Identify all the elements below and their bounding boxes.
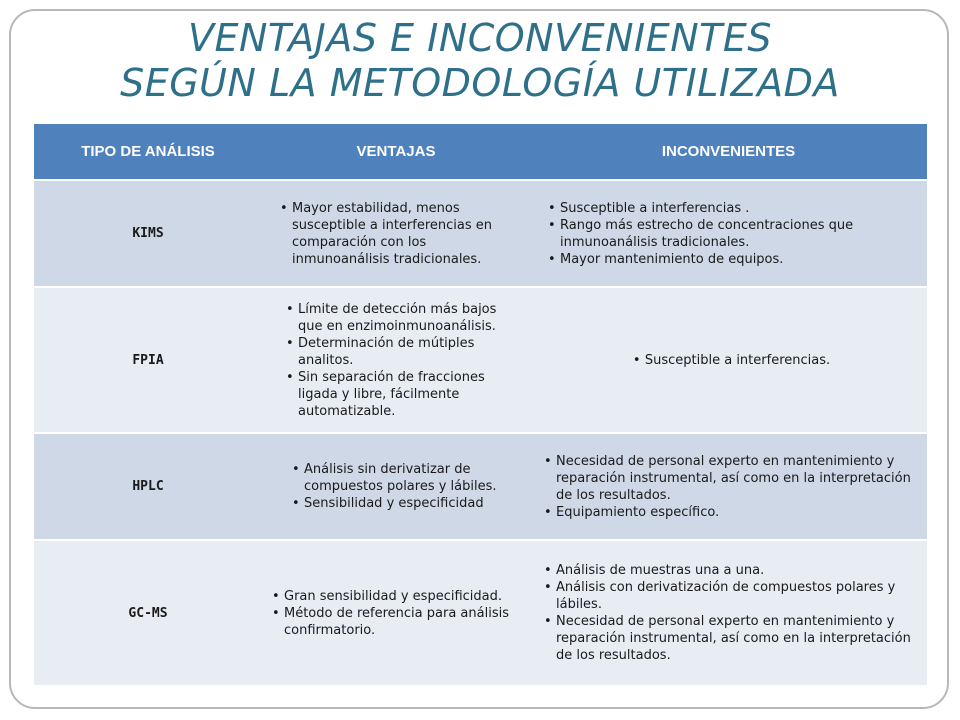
list-item: • Necesidad de personal experto en mantenimiento y reparación instrumental, así como en la interpretación de los resultados. [542, 613, 921, 664]
list-item: • Susceptible a interferencias . [546, 200, 921, 217]
list-item: • Rango más estrecho de concentraciones que inmunoanálisis tradicionales. [546, 217, 921, 251]
header-ventajas: VENTAJAS [262, 124, 530, 180]
inconvenientes-cell [530, 540, 927, 685]
list-item: • Análisis de muestras una a una. [542, 562, 921, 579]
list-item: • Necesidad de personal experto en mantenimiento y reparación instrumental, así como en la interpretación de los resultados. [542, 453, 921, 504]
ventajas-list [284, 301, 524, 420]
table-header-row [34, 124, 927, 180]
list-item: • Sensibilidad y especificidad [290, 495, 524, 512]
list-item: • Mayor estabilidad, menos susceptible a interferencias en comparación con los inmunoanálisis tradicionales. [278, 200, 524, 268]
table-row [34, 540, 927, 685]
ventajas-list [278, 200, 524, 268]
row-type-fpia: FPIA [34, 287, 262, 433]
row-type-gcms: GC-MS [34, 540, 262, 685]
list-item: • Análisis sin derivatizar de compuestos polares y lábiles. [290, 461, 524, 495]
list-item: • Sin separación de fracciones ligada y libre, fácilmente automatizable. [284, 369, 524, 420]
inconvenientes-cell [530, 433, 927, 540]
table-row [34, 433, 927, 540]
list-item: • Análisis con derivatización de compuestos polares y lábiles. [542, 579, 921, 613]
inconvenientes-list [542, 453, 921, 521]
table-row [34, 180, 927, 287]
title-line-1: VENTAJAS E INCONVENIENTES [187, 16, 773, 60]
ventajas-list [270, 588, 524, 639]
comparison-table [34, 124, 927, 685]
list-item: • Determinación de mútiples analitos. [284, 335, 524, 369]
inconvenientes-cell [530, 180, 927, 287]
row-type-kims: KIMS [34, 180, 262, 287]
inconvenientes-list [546, 200, 921, 268]
ventajas-cell [262, 287, 530, 433]
ventajas-list [290, 461, 524, 512]
header-inconvenientes: INCONVENIENTES [530, 124, 927, 180]
inconvenientes-cell [530, 287, 927, 433]
list-item: • Susceptible a interferencias. [631, 352, 830, 369]
ventajas-cell [262, 180, 530, 287]
ventajas-cell [262, 433, 530, 540]
list-item: • Método de referencia para análisis confirmatorio. [270, 605, 524, 639]
ventajas-cell [262, 540, 530, 685]
inconvenientes-list [542, 562, 921, 664]
row-type-hplc: HPLC [34, 433, 262, 540]
header-tipo: TIPO DE ANÁLISIS [34, 124, 262, 180]
list-item: • Mayor mantenimiento de equipos. [546, 251, 921, 268]
slide-title [60, 16, 900, 106]
inconvenientes-list [631, 352, 830, 369]
list-item: • Equipamiento específico. [542, 504, 921, 521]
list-item: • Gran sensibilidad y especificidad. [270, 588, 524, 605]
title-line-2: SEGÚN LA METODOLOGÍA UTILIZADA [120, 61, 840, 105]
list-item: • Límite de detección más bajos que en enzimoinmunoanálisis. [284, 301, 524, 335]
table-row [34, 287, 927, 433]
